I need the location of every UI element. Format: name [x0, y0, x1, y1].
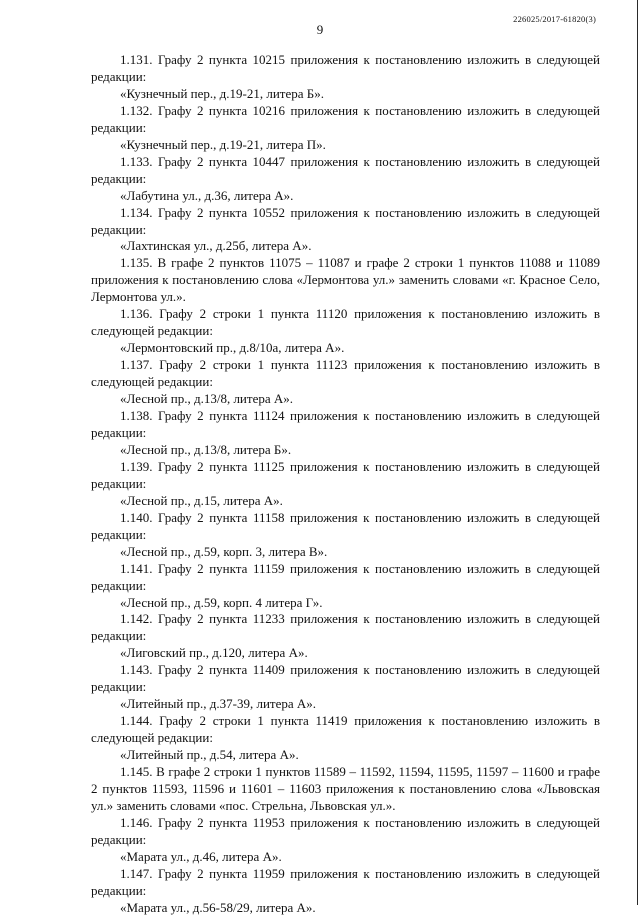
document-id: 226025/2017-61820(3) — [513, 14, 596, 24]
document-body — [91, 52, 600, 917]
amendment-paragraph: 1.141. Графу 2 пункта 11159 приложения к постановлению изложить в следующей редакции: — [91, 560, 600, 593]
scan-edge-line — [637, 0, 638, 905]
amendment-quote: «Марата ул., д.56-58/29, литера А». — [120, 899, 316, 915]
amendment-paragraph: 1.137. Графу 2 строки 1 пункта 11123 приложения к постановлению изложить в следующей редакции: — [91, 357, 600, 390]
amendment-quote: «Лабутина ул., д.36, литера А». — [120, 187, 294, 203]
amendment-paragraph: 1.133. Графу 2 пункта 10447 приложения к постановлению изложить в следующей редакции: — [91, 153, 600, 186]
amendment-paragraph: 1.140. Графу 2 пункта 11158 приложения к постановлению изложить в следующей редакции: — [91, 509, 600, 542]
amendment-quote: «Лесной пр., д.15, литера А». — [120, 492, 283, 508]
amendment-quote: «Кузнечный пер., д.19-21, литера П». — [120, 136, 326, 152]
amendment-paragraph: 1.147. Графу 2 пункта 11959 приложения к постановлению изложить в следующей редакции: — [91, 865, 600, 898]
amendment-paragraph: 1.142. Графу 2 пункта 11233 приложения к постановлению изложить в следующей редакции: — [91, 611, 600, 644]
page-number: 9 — [316, 22, 324, 37]
amendment-quote: «Лермонтовский пр., д.8/10а, литера А». — [120, 340, 345, 356]
amendment-paragraph: 1.143. Графу 2 пункта 11409 приложения к постановлению изложить в следующей редакции: — [91, 662, 600, 695]
amendment-quote: «Лесной пр., д.13/8, литера А». — [120, 391, 293, 407]
amendment-paragraph: 1.134. Графу 2 пункта 10552 приложения к постановлению изложить в следующей редакции: — [91, 204, 600, 237]
amendment-quote: «Литейный пр., д.37-39, литера А». — [120, 696, 317, 712]
amendment-paragraph: 1.146. Графу 2 пункта 11953 приложения к постановлению изложить в следующей редакции: — [91, 814, 600, 847]
amendment-quote: «Кузнечный пер., д.19-21, литера Б». — [120, 85, 324, 101]
amendment-paragraph: 1.138. Графу 2 пункта 11124 приложения к постановлению изложить в следующей редакции: — [91, 408, 600, 440]
amendment-quote: «Литейный пр., д.54, литера А». — [120, 747, 299, 763]
amendment-quote: «Лесной пр., д.59, корп. 4 литера Г». — [120, 594, 323, 610]
amendment-paragraph: 1.136. Графу 2 строки 1 пункта 11120 приложения к постановлению изложить в следующей редакции: — [91, 306, 600, 339]
amendment-quote: «Лесной пр., д.59, корп. 3, литера В». — [120, 543, 328, 559]
amendment-quote: «Лахтинская ул., д.25б, литера А». — [120, 238, 312, 254]
amendment-paragraph: 1.139. Графу 2 пункта 11125 приложения к постановлению изложить в следующей редакции: — [91, 458, 600, 491]
amendment-paragraph: 1.132. Графу 2 пункта 10216 приложения к постановлению изложить в следующей редакции: — [91, 102, 600, 135]
amendment-quote: «Марата ул., д.46, литера А». — [120, 848, 282, 864]
amendment-quote: «Лиговский пр., д.120, литера А». — [120, 645, 308, 661]
amendment-paragraph: 1.144. Графу 2 строки 1 пункта 11419 приложения к постановлению изложить в следующей редакции: — [91, 713, 600, 746]
amendment-quote: «Лесной пр., д.13/8, литера Б». — [120, 441, 292, 457]
amendment-paragraph: 1.131. Графу 2 пункта 10215 приложения к постановлению изложить в следующей редакции: — [91, 52, 600, 84]
amendment-paragraph: 1.135. В графе 2 пунктов 11075 – 11087 и графе 2 строки 1 пунктов 11088 и 11089 приложения к постановлению слова «Лермонтова ул.» заменить словами «г. Красное Село, Лермонтова ул.». — [91, 255, 600, 305]
amendment-paragraph: 1.145. В графе 2 строки 1 пунктов 11589 – 11592, 11594, 11595, 11597 – 11600 и графе 2 пунктов 11593, 11596 и 11601 – 11603 приложения к постановлению слова «Львовская ул.» заменить словами «пос. Стрельна, Львовская ул.». — [91, 764, 600, 813]
